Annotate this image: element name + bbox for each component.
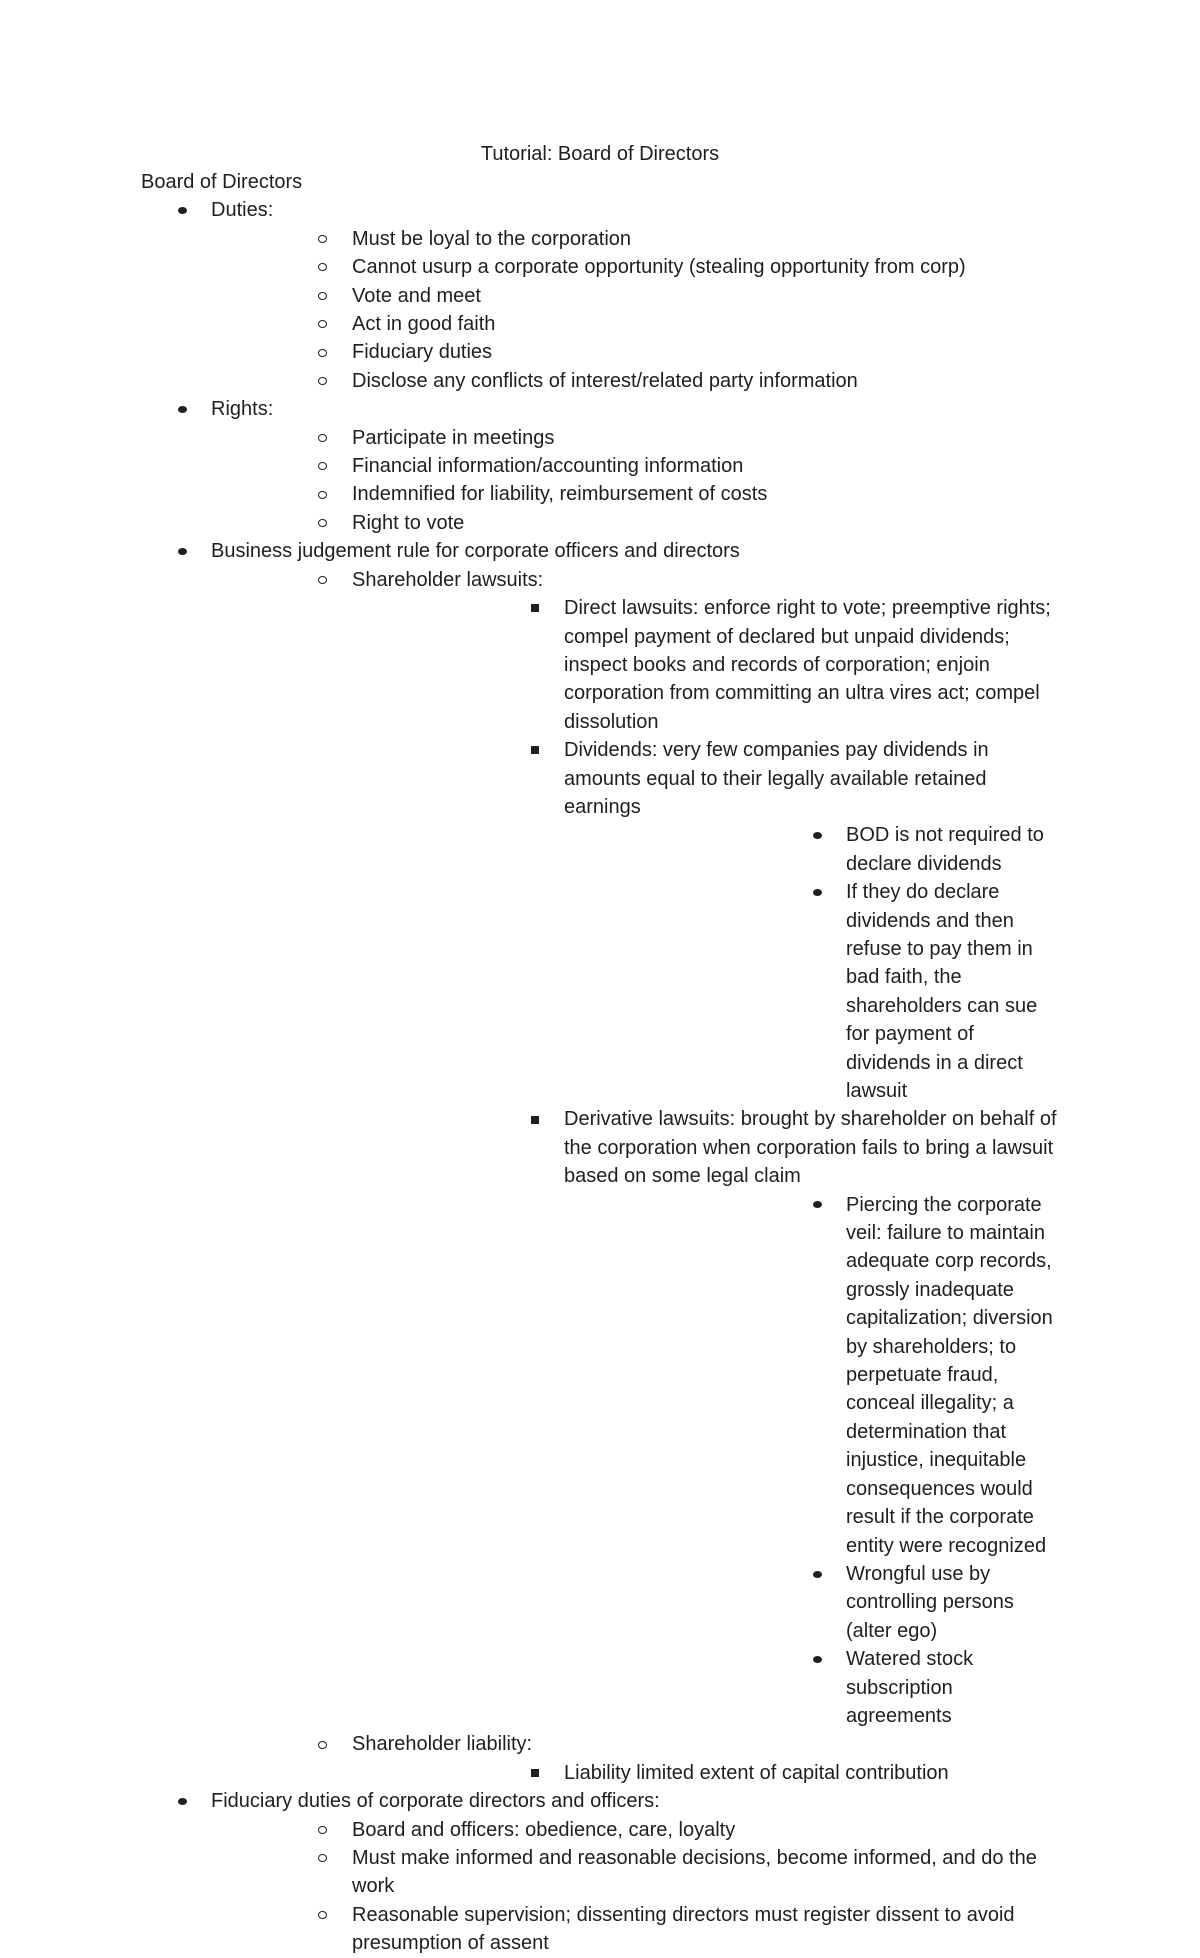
list-item-direct-lawsuits <box>352 594 1061 736</box>
list-item-label: Rights: <box>211 398 274 421</box>
list-item-text: Piercing the corporate veil: failure to maintain adequate corp records, grossly inadequate capitalization; diversion by shareholders; to perpetuate fraud, conceal illegality; a determination that injustice, inequitable consequences would result if the corporate entity were recognized <box>846 1193 1053 1557</box>
shareholder-lawsuits-list <box>352 594 1061 1730</box>
hollow-bullet-icon <box>318 282 327 310</box>
list-item <box>211 1844 1061 1901</box>
derivative-list <box>564 1191 1061 1731</box>
filled-bullet-icon <box>813 821 822 849</box>
list-item-text: Wrongful use by controlling persons (alter ego) <box>846 1562 1014 1642</box>
filled-bullet-icon <box>178 196 187 224</box>
hollow-bullet-icon <box>318 338 327 366</box>
list-item-text: Disclose any conflicts of interest/related party information <box>352 369 858 392</box>
hollow-bullet-icon <box>318 1844 327 1872</box>
list-item-label: Shareholder lawsuits: <box>352 568 544 591</box>
list-item-text: Reasonable supervision; dissenting directors must register dissent to avoid presumption of assent <box>352 1903 1015 1955</box>
list-item-text: Must make informed and reasonable decisions, become informed, and do the work <box>352 1846 1037 1898</box>
filled-bullet-icon <box>813 878 822 906</box>
list-item <box>211 310 1061 338</box>
hollow-bullet-icon <box>318 1730 327 1758</box>
list-item <box>211 424 1061 452</box>
list-item-text: Direct lawsuits: enforce right to vote; preemptive rights; compel payment of declared but unpaid dividends; inspect books and records of corporation; enjoin corporation from committing an ultra vires act; compel dissolution <box>564 597 1051 733</box>
duties-list <box>211 225 1061 395</box>
filled-bullet-icon <box>813 1560 822 1588</box>
list-item <box>211 509 1061 537</box>
hollow-bullet-icon <box>318 367 327 395</box>
list-item-text: Board and officers: obedience, care, loyalty <box>352 1818 736 1841</box>
list-item <box>211 480 1061 508</box>
square-bullet-icon <box>531 594 539 622</box>
list-item-text: Vote and meet <box>352 284 481 307</box>
square-bullet-icon <box>531 1759 539 1787</box>
filled-bullet-icon <box>813 1191 822 1219</box>
list-item-shareholder-lawsuits <box>211 566 1061 1731</box>
hollow-bullet-icon <box>318 253 327 281</box>
list-item-shareholder-liability <box>211 1730 1061 1787</box>
list-item-text: Participate in meetings <box>352 426 555 449</box>
hollow-bullet-icon <box>318 480 327 508</box>
hollow-bullet-icon <box>318 509 327 537</box>
list-item-text: Must be loyal to the corporation <box>352 227 632 250</box>
top-level-list <box>141 196 1061 1957</box>
list-item-dividends <box>352 736 1061 1105</box>
list-item <box>211 253 1061 281</box>
list-item-text: Financial information/accounting information <box>352 455 744 478</box>
square-bullet-icon <box>531 736 539 764</box>
list-item <box>211 452 1061 480</box>
list-item <box>211 1901 1061 1958</box>
list-item <box>564 1191 1061 1560</box>
list-item-text: Right to vote <box>352 511 465 534</box>
document-title: Tutorial: Board of Directors <box>480 143 720 165</box>
list-item-duties <box>141 196 1061 395</box>
section-heading: Board of Directors <box>141 171 303 193</box>
square-bullet-icon <box>531 1105 539 1133</box>
list-item <box>352 1759 1061 1787</box>
list-item <box>564 1560 1061 1645</box>
list-item-rights <box>141 395 1061 537</box>
list-item-text: Fiduciary duties <box>352 341 493 364</box>
list-item-label: Shareholder liability: <box>352 1733 533 1756</box>
list-item-text: Indemnified for liability, reimbursement of costs <box>352 483 768 506</box>
list-item <box>211 1816 1061 1844</box>
filled-bullet-icon <box>178 537 187 565</box>
list-item-text: Act in good faith <box>352 313 496 336</box>
hollow-bullet-icon <box>318 310 327 338</box>
list-item <box>211 338 1061 366</box>
list-item-text: Liability limited extent of capital contribution <box>564 1761 949 1784</box>
list-item-label: Fiduciary duties of corporate directors and officers: <box>211 1790 660 1813</box>
list-item-business-judgement <box>141 537 1061 1787</box>
list-item-text: Watered stock subscription agreements <box>846 1648 974 1727</box>
business-judgement-list <box>211 566 1061 1787</box>
shareholder-liability-list <box>352 1759 1061 1787</box>
list-item <box>211 282 1061 310</box>
rights-list <box>211 424 1061 538</box>
list-item-text: BOD is not required to declare dividends <box>846 824 1044 875</box>
list-item <box>564 821 1061 878</box>
list-item-label: Duties: <box>211 199 274 222</box>
list-item-text: Cannot usurp a corporate opportunity (stealing opportunity from corp) <box>352 256 966 279</box>
list-item-label: Dividends: very few companies pay dividends in amounts equal to their legally available retained earnings <box>564 739 989 818</box>
list-item <box>564 1645 1061 1730</box>
list-item <box>564 878 1061 1105</box>
filled-bullet-icon <box>178 1787 187 1815</box>
hollow-bullet-icon <box>318 566 327 594</box>
list-item-label: Business judgement rule for corporate officers and directors <box>211 540 740 563</box>
list-item-text: If they do declare dividends and then refuse to pay them in bad faith, the shareholders can sue for payment of dividends in a direct lawsuit <box>846 881 1038 1102</box>
fiduciary-list <box>211 1816 1061 1958</box>
hollow-bullet-icon <box>318 424 327 452</box>
hollow-bullet-icon <box>318 452 327 480</box>
list-item <box>211 225 1061 253</box>
filled-bullet-icon <box>813 1645 822 1673</box>
list-item-derivative-lawsuits <box>352 1105 1061 1730</box>
dividends-list <box>564 821 1061 1105</box>
filled-bullet-icon <box>178 395 187 423</box>
hollow-bullet-icon <box>318 1816 327 1844</box>
hollow-bullet-icon <box>318 225 327 253</box>
list-item <box>211 367 1061 395</box>
document-body <box>141 168 1061 1958</box>
list-item-fiduciary-duties <box>141 1787 1061 1957</box>
list-item-label: Derivative lawsuits: brought by shareholder on behalf of the corporation when corporation fails to bring a lawsuit based on some legal claim <box>564 1108 1057 1188</box>
hollow-bullet-icon <box>318 1901 327 1929</box>
